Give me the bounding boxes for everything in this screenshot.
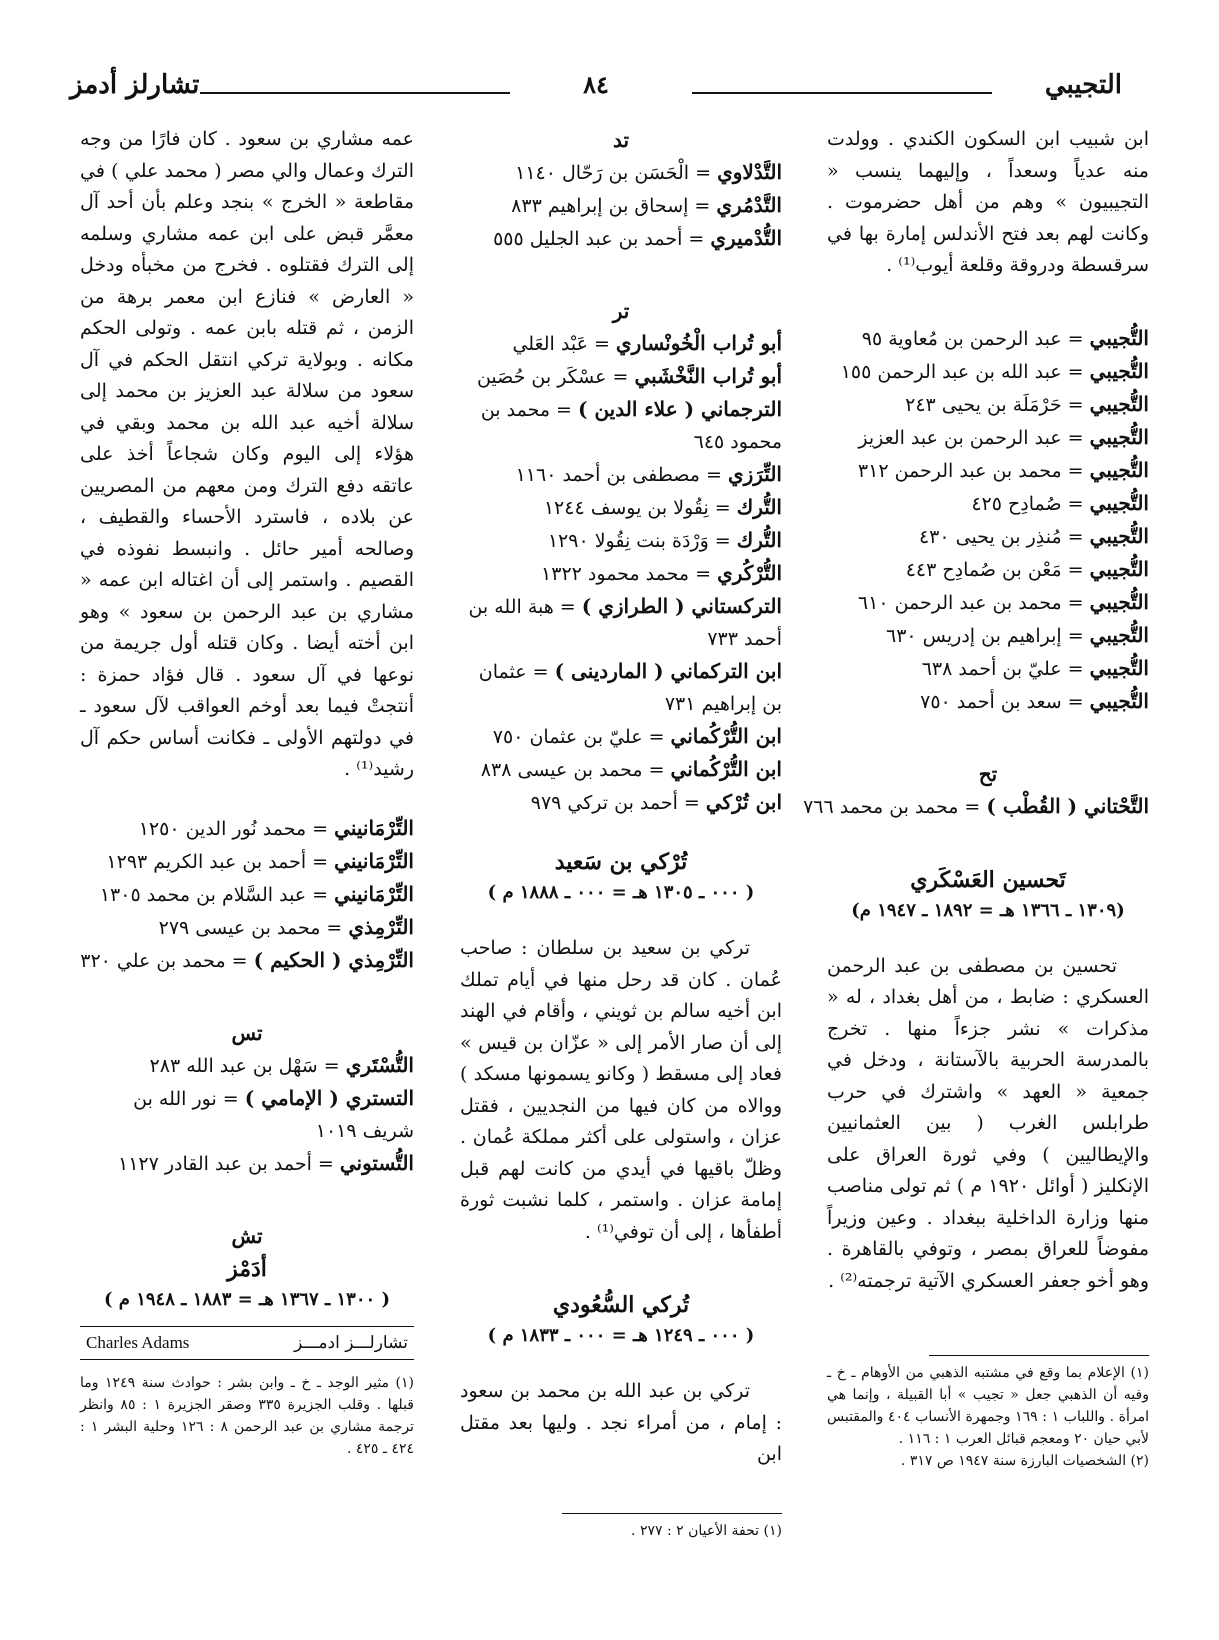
name-entry: التَّدْمُري = إسحاق بن إبراهيم ٨٣٣: [511, 193, 782, 217]
name-entry: التُّجيبي = عبد الرحمن بن عبد العزيز: [858, 424, 1149, 449]
name-entry: التُّجيبي = مُنذِر بن يحيى ٤٣٠: [918, 523, 1149, 548]
name-entry: التُّجيبي = محمد بن عبد الرحمن ٣١٢: [857, 457, 1149, 482]
biography-text: تحسين بن مصطفى بن عبد الرحمن العسكري : ضابط ، من أهل بغداد ، له « مذكرات » نشر جزءاً منها . تخرج بالمدرسة الحربية بالآستانة ، ودخل في جمعية « العهد » واشترك في حرب طرابلس الغرب ( بين العثمانيين والإيطاليين ) وفي ثورة العراق على الإنكليز ( أوائل ١٩٢٠ م ) ثم تولى مناصب منها وزارة الداخلية ببغداد . وعين وزيراً مفوضاً للعراق بمصر ، وتوفي بالقاهرة . وهو أخو جعفر العسكري الآتية ترجمته⁽²⁾ .: [827, 954, 1150, 1292]
name-latin: Charles Adams: [86, 1332, 190, 1352]
biography-title: أدَمْز: [227, 1255, 267, 1282]
footnote: (١) الإعلام بما وقع في مشتبه الذهبي من الأوهام ـ خ ـ وفيه أن الذهبي جعل « تجيب » أبا القبيلة ، وإنما هي امرأة . واللباب ١ : ١٦٩ وجمهرة الأنساب ٤٠٤ والمقتبس لأبي حيان ٢٠ ومعجم قبائل العرب ١ : ١١٦ .: [827, 1365, 1149, 1447]
name-entry: التستري ( الإمامي ) = نور الله بن شريف ١٠١٩: [133, 1085, 414, 1142]
footnote: (١) تحفة الأعيان ٢ : ٢٧٧ .: [631, 1522, 782, 1539]
header-left-title: تشارلز أدمز: [70, 70, 200, 100]
right-column: [803, 124, 1150, 1472]
name-entry: التُّجيبي = عليّ بن أحمد ٦٣٨: [921, 655, 1149, 680]
biography-dates: (١٣٠٩ ـ ١٣٦٦ هـ = ١٨٩٢ ـ ١٩٤٧ م): [851, 899, 1125, 921]
name-entry: التَّحْتاني ( القُطْب ) = محمد بن محمد ٧٦٦: [803, 793, 1149, 818]
section-heading: تد: [612, 128, 630, 152]
name-entry: التُّجيبي = حَرْمَلَة بن يحيى ٢٤٣: [905, 391, 1149, 416]
footnote-divider: [562, 1513, 782, 1514]
name-entry: التِّرَزي = مصطفى بن أحمد ١١٦٠: [515, 462, 782, 486]
name-entry: التُّدْميري = أحمد بن عبد الجليل ٥٥٥: [493, 226, 782, 250]
name-entry: أبو تُراب النَّخْشَبي = عسْكَر بن حُصَين: [476, 364, 782, 388]
name-entry: التِّرْمِذي = محمد بن عيسى ٢٧٩: [158, 914, 414, 939]
biography-title: تُركي السُّعُودي: [552, 1292, 690, 1318]
biography-dates: ( ٠٠٠ ـ ١٢٤٩ هـ = ٠٠٠ ـ ١٨٣٣ م ): [487, 1325, 755, 1346]
biography-dates: ( ٠٠٠ ـ ١٣٠٥ هـ = ٠٠٠ ـ ١٨٨٨ م ): [487, 882, 755, 903]
section-heading: تس: [231, 1020, 263, 1045]
footnote: (٢) الشخصيات البارزة سنة ١٩٤٧ ص ٣١٧ .: [900, 1453, 1149, 1469]
name-entry: أبو تُراب الْخُونْساري = عَبْد العَلي: [512, 331, 782, 355]
name-entry: ابن التُّرْكُماني = عليّ بن عثمان ٧٥٠: [492, 724, 782, 748]
biography-title: تَحسين العَسْكَري: [910, 866, 1066, 893]
biography-continuation: عمه مشاري بن سعود . كان فارًا من وجه الترك وعمال والي مصر ( محمد علي ) في مقاطعة « الخرج » بنجد وعلم بأن أحد آل معمَّر قبض على ابن عمه مشاري وسلمه إلى الترك فقتلوه . فخرج من مخبأه ودخل « العارض » فنازع ابن معمر برهة من الزمن ، ثم قتله بابن عمه . وتولى الحكم مكانه . وبولاية تركي انتقل الحكم في آل سعود من سلالة عبد العزيز بن محمد إلى سلالة أخيه عبد الله بن محمد وبقي في هؤلاء إلى اليوم وكان شجاعاً أخذ على عاتقه دفع الترك ومن معهم من المصريين عن بلاده ، فاسترد الأحساء والقطيف ، وصالحه أمير حائل . وانبسط نفوذه في القصيم . واستمر إلى أن اغتاله ابن عمه « مشاري بن عبد الرحمن بن سعود » وهو ابن أخته أيضا . وكان قتله أول جريمة من نوعها في آل سعود . قال فؤاد حمزة : أنتجتْ فيما بعد أوخم العواقب لآل سعود ـ في دولتهم الأولى ـ فكانت أساس حكم آل رشيد⁽¹⁾ .: [80, 128, 414, 780]
name-entry: التُّستوني = أحمد بن عبد القادر ١١٢٧: [117, 1150, 414, 1175]
name-entry: التُّجيبي = صُمادِح ٤٢٥: [971, 490, 1149, 515]
name-entry: التِّرْمَانيني = أحمد بن عبد الكريم ١٢٩٣: [106, 848, 414, 873]
intro-paragraph: ابن شبيب ابن السكون الكندي . وولدت منه عدياً وسعداً ، وإليهما ينسب « التجيبيون » وهم من أهل حضرموت . وكانت لهم بعد فتح الأندلس إمارة بها في سرقسطة ودروقة وقلعة أيوب⁽¹⁾ .: [827, 128, 1149, 276]
tujibi-list: [827, 322, 1149, 718]
biography-dates: ( ١٣٠٠ ـ ١٣٦٧ هـ = ١٨٨٣ ـ ١٩٤٨ م ): [104, 1288, 390, 1310]
name-entry: ابن تُرْكي = أحمد بن تركي ٩٧٩: [530, 790, 782, 814]
footnote-divider: [929, 1355, 1149, 1356]
footnote: (١) مثير الوجد ـ خ ـ وابن بشر : حوادث سنة ١٢٤٩ وما قبلها . وقلب الجزيرة ٣٣٥ وصقر الجزيرة ١ : ٨٥ وانظر ترجمة مشاري بن عبد الرحمن ٨ : ١٢٦ وحلية البشر ١ : ٤٢٤ ـ ٤٢٥ .: [80, 1374, 415, 1457]
name-entry: التُّجيبي = سعد بن أحمد ٧٥٠: [920, 688, 1149, 713]
name-entry: التُّرْكُري = محمد محمود ١٣٢٢: [541, 561, 782, 585]
biography-title: تُرْكي بن سَعيد: [554, 849, 688, 875]
name-entry: التُّجيبي = مَعْن بن صُمادِح ٤٤٣: [905, 556, 1149, 581]
left-column: [80, 124, 414, 1460]
biography-text: تركي بن سعيد بن سلطان : صاحب عُمان . كان قد رحل منها في أيام تملك ابن أخيه سالم بن ثويني ، وأقام في الهند إلى أن صار الأمر إلى « عزّان بن قيس » فعاد إلى مسقط ( وكانو يسمونها مسكد ) ووالاه من كان فيها من النجديين ، فقتل عزان ، واستولى على أكثر مملكة عُمان . وظلّ باقيها في أيدي من كانت لهم قبل إمامة عزان . واستمر ، كلما نشبت ثورة أطفأها ، إلى أن توفي⁽¹⁾ .: [460, 937, 782, 1243]
name-entry: التِّرْمَانيني = محمد نُور الدين ١٢٥٠: [138, 815, 414, 840]
section-heading: تح: [978, 761, 998, 786]
running-header: [70, 70, 1122, 114]
name-entry: التُّجيبي = إبراهيم بن إدريس ٦٣٠: [886, 622, 1149, 647]
name-entry: التَّدْلاوي = الْحَسَن بن رَحّال ١١٤٠: [515, 160, 782, 184]
name-box: [80, 1327, 414, 1359]
name-entry: التُّرك = وَرْدَة بنت نِقُولا ١٢٩٠: [547, 528, 782, 552]
name-entry: الترجماني ( علاء الدين ) = محمد بن محمود ٦٤٥: [480, 397, 782, 453]
center-column: [460, 124, 782, 1542]
name-entry: التُّسْتَري = سَهْل بن عبد الله ٢٨٣: [149, 1052, 414, 1077]
biography-text: تركي بن عبد الله بن محمد بن سعود : إمام ، من أمراء نجد . وليها بعد مقتل ابن: [460, 1380, 782, 1465]
name-entry: التِّرْمِذي ( الحكيم ) = محمد بن علي ٣٢٠: [80, 947, 414, 972]
name-entry: التُّرك = نِقُولا بن يوسف ١٢٤٤: [543, 495, 782, 519]
name-entry: التِّرْمَانيني = عبد السَّلام بن محمد ١٣٠٥: [99, 881, 414, 906]
section-heading: تش: [231, 1223, 263, 1248]
name-entry: ابن التُّرْكُماني = محمد بن عيسى ٨٣٨: [480, 757, 782, 781]
section-heading: تر: [612, 299, 630, 323]
header-right-title: التجيبي: [1044, 70, 1122, 100]
name-entry: التركستاني ( الطرازي ) = هبة الله بن أحمد ٧٣٣: [468, 594, 782, 650]
header-rule-left: [200, 92, 510, 94]
name-entry: التُّجيبي = عبد الله بن عبد الرحمن ١٥٥: [840, 358, 1149, 383]
name-entry: التُّجيبي = عبد الرحمن بن مُعاوية ٩٥: [861, 325, 1149, 350]
name-entry: ابن التركماني ( الماردينى ) = عثمان بن إبراهيم ٧٣١: [478, 659, 782, 715]
page-number: ٨٤: [583, 70, 609, 99]
name-entry: التُّجيبي = محمد بن عبد الرحمن ٦١٠: [857, 589, 1149, 614]
name-arabic: تشارلـــز ادمـــز: [294, 1332, 408, 1353]
